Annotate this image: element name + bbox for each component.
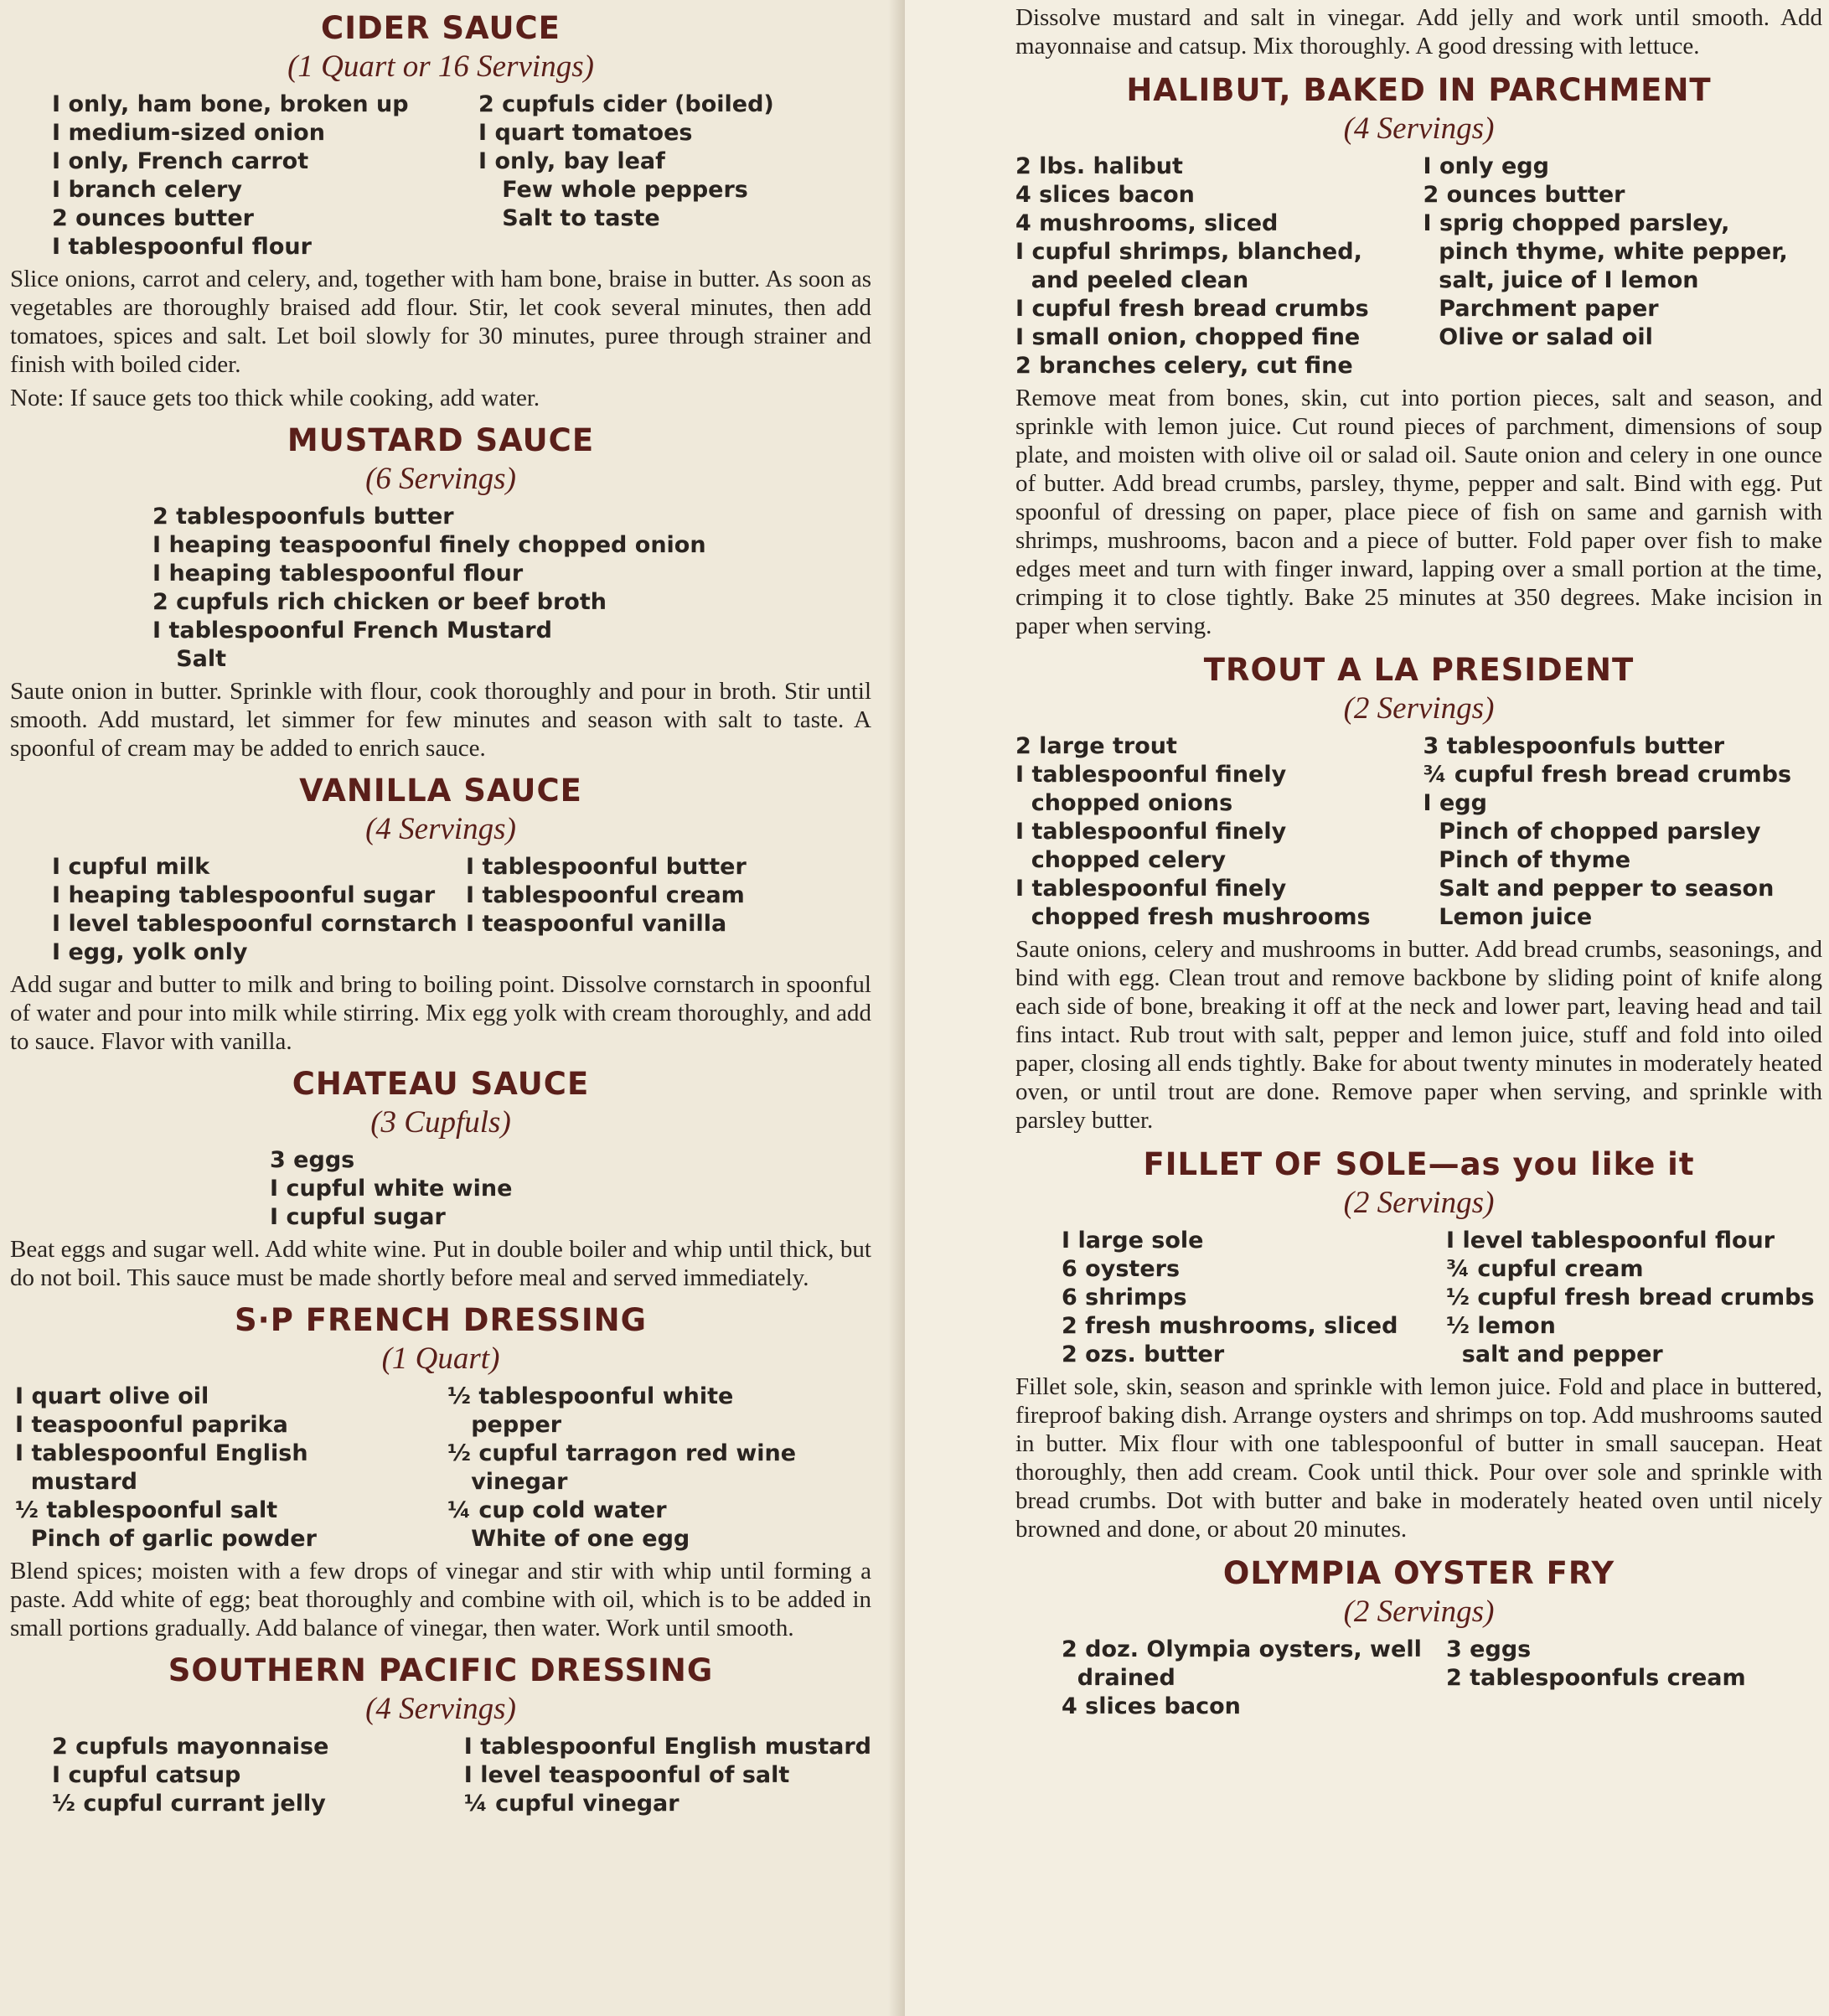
ingredient-line: pepper [447,1412,562,1438]
ingredient-list [15,1383,439,1553]
ingredient-line: I level tablespoonful cornstarch [52,911,457,937]
recipe-instructions: Add sugar and butter to milk and bring to boiling point. Dissolve cornstarch in spoonful of water and pour into milk while stirring. Mix egg yolk with cream thoroughly, and add to sauce. Flavor with vanilla. [10,971,871,1055]
recipe-halibut-baked-in-parchment [1015,70,1822,640]
ingredient-line: I teaspoonful vanilla [466,911,727,937]
right-page [905,0,1829,2016]
ingredient-line: I tablespoonful English mustard [463,1734,871,1760]
ingredient-line: 2 cupfuls mayonnaise [52,1734,329,1760]
ingredient-list [1446,1227,1822,1369]
ingredient-line: I cupful shrimps, blanched, [1015,239,1362,265]
recipe-olympia-oyster-fry [1015,1553,1822,1721]
ingredient-list [52,90,445,261]
ingredient-line: Few whole peppers [478,177,748,203]
recipe-yield: (1 Quart or 16 Servings) [287,49,594,84]
recipe-title: VANILLA SAUCE [299,773,582,809]
ingredient-line: I branch celery [52,177,242,203]
ingredient-line: Pinch of garlic powder [15,1526,317,1552]
recipe-yield: (4 Servings) [365,1692,516,1726]
ingredient-line: 4 slices bacon [1062,1693,1241,1719]
recipe-yield: (6 Servings) [365,462,516,496]
ingredient-line: mustard [15,1469,137,1495]
ingredient-list [52,1733,456,1818]
ingredient-line: 2 tablespoonfuls butter [152,504,454,530]
ingredient-line: I only, bay leaf [478,148,665,174]
ingredient-line: 2 lbs. halibut [1015,153,1183,179]
ingredient-list [52,853,457,967]
ingredient-line: chopped onions [1015,790,1233,816]
ingredient-list [447,1383,871,1553]
recipe-instructions: Saute onion in butter. Sprinkle with flour, cook thoroughly and pour in broth. Stir until smooth. Add mustard, let simmer for few minutes and season with salt to taste. A spoonful of cream may be added to enrich sauce. [10,678,871,762]
ingredient-line: I tablespoonful finely [1015,762,1287,788]
ingredient-line: 2 cupfuls rich chicken or beef broth [152,589,607,615]
ingredient-line: chopped fresh mushrooms [1015,904,1371,930]
recipe-instructions: Blend spices; moisten with a few drops of vinegar and stir with whip until forming a paste. Add white of egg; beat thoroughly and combine with oil, which is to be added in small portions gradually. Add balance of vinegar, then water. Work until smooth. [10,1558,871,1641]
recipe-southern-pacific-dressing [10,1651,871,1818]
recipe-title: OLYMPIA OYSTER FRY [1222,1555,1615,1591]
ingredient-line: ½ tablespoonful salt [15,1497,278,1523]
ingredient-line: ¾ cupful fresh bread crumbs [1423,762,1792,788]
ingredient-line: 2 cupfuls cider (boiled) [478,91,774,117]
ingredient-list [453,90,871,261]
ingredient-line: White of one egg [447,1526,690,1552]
ingredient-line: Pinch of thyme [1423,847,1631,873]
ingredient-list [1015,152,1415,380]
ingredient-line: I egg, yolk only [52,939,248,965]
ingredient-line: 2 ounces butter [52,205,254,231]
ingredient-line: ½ cupful fresh bread crumbs [1446,1285,1815,1310]
recipe-title: MUSTARD SAUCE [287,422,595,458]
recipe-yield: (4 Servings) [1343,111,1495,146]
ingredient-line: I cupful white wine [270,1176,513,1202]
recipe-instructions: Slice onions, carrot and celery, and, together with ham bone, braise in butter. As soon as vegetables are thoroughly braised add flour. Stir, let cook several minutes, then add tomatoes, spices and salt. Let boil slowly for 30 minutes, puree through strainer and finish with boiled cider. [10,266,871,378]
recipe-instructions: Saute onions, celery and mushrooms in butter. Add bread crumbs, seasonings, and bind with egg. Clean trout and remove backbone by sliding point of knife along each side of bone, breaking it off at the neck and lower part, leaving head and tail fins intact. Rub trout with salt, pepper and lemon juice, stuff and fold into oiled paper, closing all ends tightly. Bake for about twenty minutes in moderately heated oven, or until trout are done. Remove paper when serving, and sprinkle with parsley butter. [1015,936,1822,1134]
ingredient-line: ½ cupful currant jelly [52,1791,326,1817]
ingredient-list [1423,732,1823,932]
ingredient-line: 2 large trout [1015,733,1177,759]
recipe-title: SOUTHERN PACIFIC DRESSING [168,1652,714,1688]
ingredient-line: I only egg [1423,153,1549,179]
ingredient-line: 3 eggs [1446,1636,1532,1662]
recipe-title: S·P FRENCH DRESSING [235,1302,647,1338]
ingredient-line: I tablespoonful cream [466,882,745,908]
ingredient-line: I tablespoonful finely [1015,876,1287,902]
recipe-title: TROUT A LA PRESIDENT [1203,652,1635,688]
ingredient-line: Lemon juice [1423,904,1593,930]
ingredient-line: chopped celery [1015,847,1227,873]
ingredient-list [1015,732,1415,932]
ingredient-list [1062,1227,1438,1369]
recipe-yield: (4 Servings) [365,812,516,846]
ingredient-line: ¾ cupful cream [1446,1256,1644,1282]
ingredient-line: 2 fresh mushrooms, sliced [1062,1313,1398,1339]
ingredient-line: I tablespoonful finely [1015,819,1287,845]
ingredient-line: 2 doz. Olympia oysters, well [1062,1636,1422,1662]
ingredient-line: I large sole [1062,1228,1204,1254]
ingredient-line: 2 ozs. butter [1062,1341,1225,1367]
ingredient-line: Salt [152,646,227,672]
ingredient-line: vinegar [447,1469,568,1495]
ingredient-line: I tablespoonful English [15,1440,308,1466]
ingredient-line: ½ lemon [1446,1313,1556,1339]
ingredient-list [1446,1636,1822,1721]
recipe-chateau-sauce [10,1064,871,1292]
ingredient-line: pinch thyme, white pepper, [1423,239,1788,265]
recipe-instructions: Fillet sole, skin, season and sprinkle with lemon juice. Fold and place in buttered, fireproof baking dish. Arrange oysters and shrimps on top. Add mushrooms sauted in butter. Mix flour with one tablespoonful of butter in small saucepan. Heat thoroughly, then add cream. Cook until thick. Pour over sole and sprinkle with bread crumbs. Dot with butter and bake in moderately heated oven until nicely browned and done, or about 20 minutes. [1015,1373,1822,1543]
ingredient-list [466,853,871,967]
ingredient-line: I tablespoonful French Mustard [152,618,552,644]
recipe-vanilla-sauce [10,771,871,1056]
recipe-sp-french-dressing [10,1300,871,1642]
ingredient-line: ½ cupful tarragon red wine [447,1440,797,1466]
ingredient-line: salt, juice of I lemon [1423,267,1699,293]
ingredient-list [464,1733,871,1818]
recipe-title: FILLET OF SOLE—as you like it [1143,1146,1695,1182]
recipe-yield: (2 Servings) [1343,1595,1495,1629]
recipe-trout-a-la-president [1015,650,1822,1135]
ingredient-line: drained [1062,1665,1175,1691]
ingredient-line: I egg [1423,790,1487,816]
ingredient-line: I heaping tablespoonful flour [152,561,524,587]
ingredient-line: I only, ham bone, broken up [52,91,409,117]
recipe-yield: (3 Cupfuls) [370,1105,511,1140]
ingredient-line: ½ tablespoonful white [447,1383,734,1409]
ingredient-line: I level tablespoonful flour [1446,1228,1775,1254]
ingredient-line: I level teaspoonful of salt [463,1762,790,1788]
ingredient-line: 3 eggs [270,1147,355,1173]
ingredient-line: I quart olive oil [15,1383,209,1409]
ingredient-line: salt and pepper [1446,1341,1663,1367]
ingredient-line: 6 shrimps [1062,1285,1187,1310]
left-page [0,0,905,2016]
ingredient-line: 6 oysters [1062,1256,1181,1282]
ingredient-list [1423,152,1823,380]
ingredient-line: 2 tablespoonfuls cream [1446,1665,1746,1691]
recipe-title: CHATEAU SAUCE [292,1066,590,1102]
ingredient-line: I small onion, chopped fine [1015,324,1361,350]
ingredient-line: I cupful catsup [52,1762,241,1788]
ingredient-line: 3 tablespoonfuls butter [1423,733,1725,759]
recipe-yield: (2 Servings) [1343,1186,1495,1220]
recipe-title: HALIBUT, BAKED IN PARCHMENT [1126,72,1712,108]
recipe-mustard-sauce [10,421,871,762]
ingredient-line: and peeled clean [1015,267,1249,293]
ingredient-line: Pinch of chopped parsley [1423,819,1761,845]
ingredient-line: I only, French carrot [52,148,309,174]
recipe-cider-sauce [10,8,871,412]
ingredient-line: 2 branches celery, cut fine [1015,353,1353,379]
ingredient-line: I cupful milk [52,854,210,880]
recipe-note: Note: If sauce gets too thick while cooking, add water. [10,385,540,411]
ingredient-line: I medium-sized onion [52,120,325,146]
recipe-title: CIDER SAUCE [321,10,561,46]
ingredient-line: Olive or salad oil [1423,324,1653,350]
ingredient-list [1062,1636,1438,1721]
recipe-instructions: Remove meat from bones, skin, cut into portion pieces, salt and season, and sprinkle with lemon juice. Cut round pieces of parchment, dimensions of soup plate, and moisten with olive oil or salad oil. Saute onion and celery in one ounce of butter. Add bread crumbs, parsley, thyme, pepper and salt. Bind with egg. Put spoonful of dressing on paper, place piece of fish on same and garnish with shrimps, mushrooms, bacon and a piece of butter. Fold paper over fish to make edges meet and turn with finger inward, lapping over a small portion at the time, crimping it to close tightly. Bake 25 minutes at 350 degrees. Make incision in paper when serving. [1015,385,1822,639]
ingredient-line: I cupful fresh bread crumbs [1015,296,1369,322]
recipe-yield: (2 Servings) [1343,691,1495,726]
ingredient-line: I cupful sugar [270,1204,446,1230]
ingredient-line: Parchment paper [1423,296,1659,322]
ingredient-line: I heaping tablespoonful sugar [52,882,436,908]
ingredient-line: Salt to taste [478,205,660,231]
ingredient-line: I tablespoonful flour [52,234,312,260]
recipe-instructions-continued: Dissolve mustard and salt in vinegar. Add jelly and work until smooth. Add mayonnaise and catsup. Mix thoroughly. A good dressing with lettuce. [1015,4,1822,59]
recipe-fillet-of-sole [1015,1145,1822,1543]
ingredient-line: I teaspoonful paprika [15,1412,288,1438]
ingredient-line: I quart tomatoes [478,120,693,146]
ingredient-line: 4 mushrooms, sliced [1015,210,1279,236]
ingredient-line: ¼ cupful vinegar [463,1791,679,1817]
ingredient-list [270,1146,871,1232]
recipe-yield: (1 Quart) [381,1341,500,1376]
ingredient-line: ¼ cup cold water [447,1497,667,1523]
ingredient-line: I heaping teaspoonful finely chopped onion [152,532,706,558]
ingredient-line: Salt and pepper to season [1423,876,1775,902]
ingredient-line: 2 ounces butter [1423,182,1625,208]
recipe-instructions: Beat eggs and sugar well. Add white wine. Put in double boiler and whip until thick, but do not boil. This sauce must be made shortly before meal and served immediately. [10,1236,871,1291]
ingredient-line: I sprig chopped parsley, [1423,210,1730,236]
ingredient-line: 4 slices bacon [1015,182,1195,208]
ingredient-line: I tablespoonful butter [466,854,747,880]
ingredient-list [152,503,871,674]
